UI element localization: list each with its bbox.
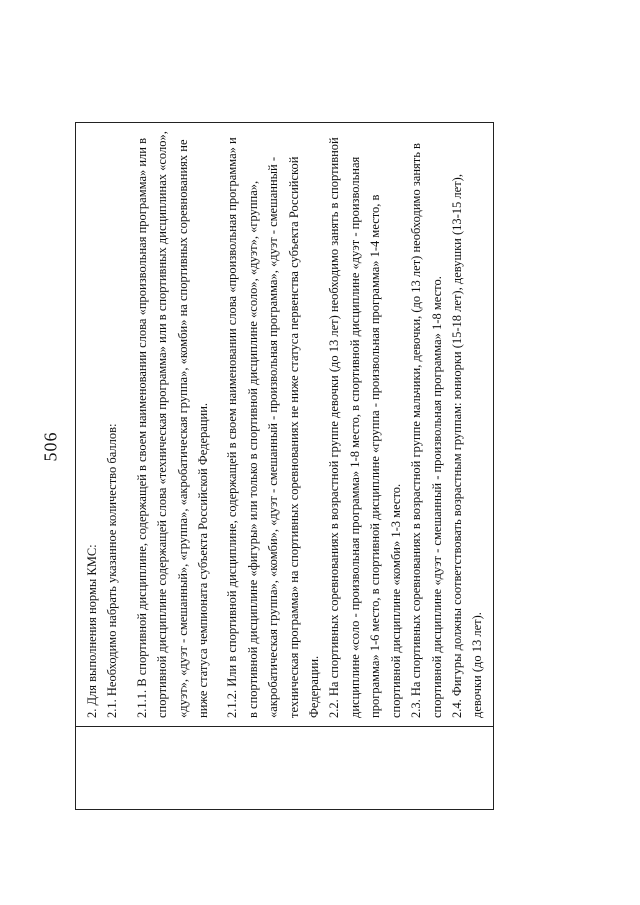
requirement-2-1-2: 2.1.2. Или в спортивной дисциплине, содержащей в своем наименовании слова «произвольная программа» и в спортивной дисциплине «фигуры» или только в спортивной дисциплине «соло», «дуэт», «группа», «акробатическая группа», «комби», «дуэт - смешанный - произвольная программа», «дуэт - смешанный - техническая программа» на спортивных соревнованиях не ниже статуса первенства субъекта Российской Федерации. [225, 137, 322, 718]
requirement-2-1: 2.1. Необходимо набрать указанное количество баллов: [105, 423, 120, 718]
requirement-2-3: 2.3. На спортивных соревнованиях в возрастной группе мальчики, девочки, (до 13 лет) необходимо занять в спортивной дисциплине «дуэт - смешанный - произвольная программа» 1-8 место. [409, 143, 444, 718]
requirements-table [75, 122, 494, 810]
page-number: 506 [40, 431, 61, 462]
table-cell-requirements [76, 123, 493, 726]
table-cell-left [76, 726, 493, 809]
requirement-2-2: 2.2. На спортивных соревнованиях в возрастной группе девочки (до 13 лет) необходимо занять в спортивной дисциплине «соло - произвольная программа» 1-8 место, в спортивной дисциплине «дуэт - произвольная программа» 1-6 место, в спортивной дисциплине «группа - произвольная программа» 1-4 место, в спортивной дисциплине «комби» 1-3 место. [327, 137, 403, 718]
requirement-2-4: 2.4. Фигуры должны соответствовать возрастным группам: юниорки (15-18 лет), девушки (13-15 лет), девочки (до 13 лет). [449, 174, 485, 718]
rotated-page-content [75, 122, 494, 810]
section-heading: 2. Для выполнения нормы КМС: [85, 544, 99, 718]
requirement-2-1-1: 2.1.1. В спортивной дисциплине, содержащей в своем наименовании слова «произвольная программа» или в спортивной дисциплине содержащей слова «техническая программа» или в спортивных дисциплинах «соло», «дуэт», «дуэт - смешанный», «группа», «акробатическая группа», «комби» на спортивных соревнованиях не ниже статуса чемпионата субъекта Российской Федерации. [134, 131, 211, 718]
